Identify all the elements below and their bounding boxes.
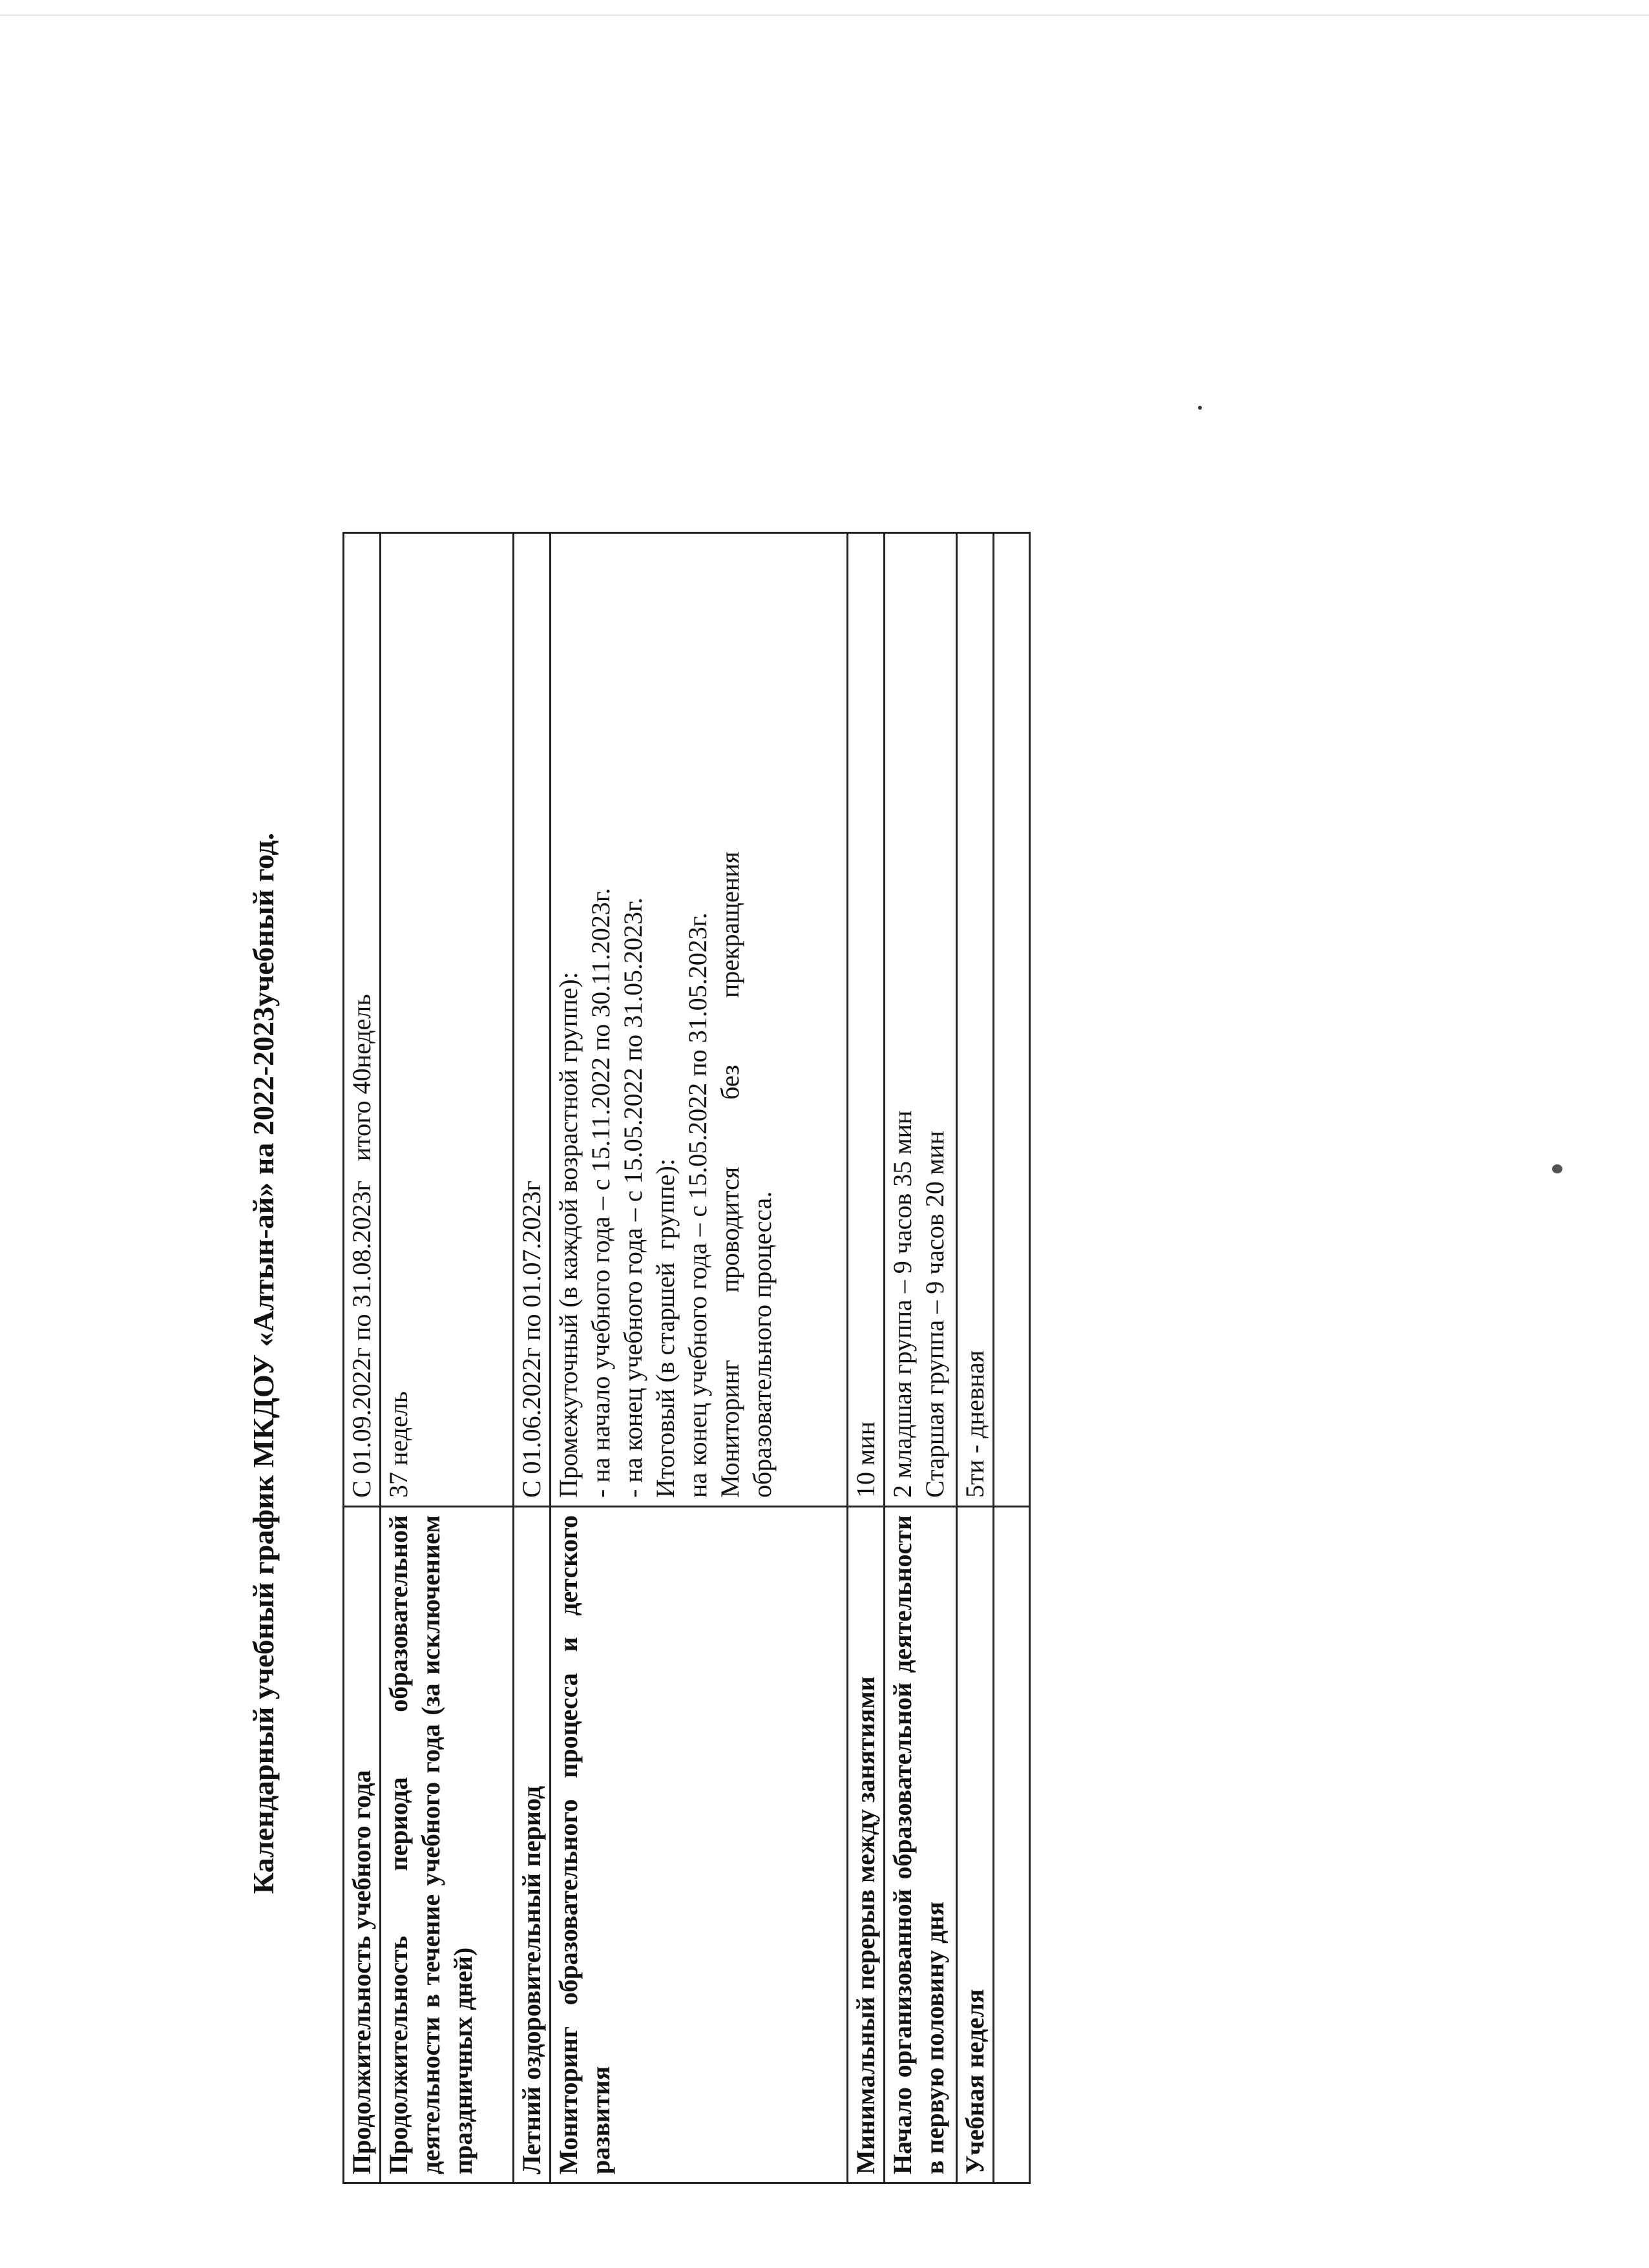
value-line: - на начало учебного года – с 15.11.2022 по 30.11.2023г. xyxy=(586,888,615,1498)
scan-edge-line xyxy=(0,14,1649,16)
value-line: 2 младшая группа – 9 часов 35 мин xyxy=(888,1110,917,1498)
row-label: Мониторинг образовательного процесса и детского развития xyxy=(551,1507,848,2183)
row-value xyxy=(994,533,1030,1507)
scan-speck xyxy=(1552,1164,1562,1173)
row-label: Летний оздоровительный период xyxy=(514,1507,551,2183)
row-value xyxy=(957,533,994,1507)
table-row xyxy=(344,533,381,2183)
table-row xyxy=(551,533,848,2183)
scan-speck xyxy=(1198,406,1202,410)
table-row xyxy=(994,533,1030,2183)
schedule-table xyxy=(342,532,1031,2184)
value-line: 5ти - дневная xyxy=(960,1350,989,1498)
table-row xyxy=(885,533,957,2183)
row-value xyxy=(848,533,885,1507)
value-line: Итоговый (в старшей группе): xyxy=(651,1159,680,1498)
value-line: Старшая группа – 9 часов 20 мин xyxy=(920,1131,949,1498)
table-row xyxy=(381,533,514,2183)
row-value xyxy=(514,533,551,1507)
row-value xyxy=(381,533,514,1507)
value-line: С 01.09.2022г по 31.08.2023г итого 40недель xyxy=(347,994,376,1498)
row-value xyxy=(344,533,381,1507)
value-line: 37 недель xyxy=(384,1391,413,1498)
row-value xyxy=(885,533,957,1507)
row-label xyxy=(994,1507,1030,2183)
value-line: 10 мин xyxy=(851,1421,880,1498)
row-label: Учебная неделя xyxy=(957,1507,994,2183)
row-value xyxy=(551,533,848,1507)
value-line: Промежуточный (в каждой возрастной группе): xyxy=(554,972,583,1498)
row-label: Продолжительность периода образовательной деятельности в течение учебного года (за исключением праздничных дней) xyxy=(381,1507,514,2183)
table-row xyxy=(514,533,551,2183)
document-title: Календарный учебный график МКДОУ «Алтын-ай» на 2022-2023учебный год. xyxy=(247,832,280,1895)
rotated-document xyxy=(239,543,1079,2184)
value-line: на конец учебного года – с 15.05.2022 по 31.05.2023г. xyxy=(683,912,712,1498)
row-label: Продолжительность учебного года xyxy=(344,1507,381,2183)
row-label: Минимальный перерыв между занятиями xyxy=(848,1507,885,2183)
value-line: С 01.06.2022г по 01.07.2023г xyxy=(517,1181,546,1498)
row-label: Начало организованной образовательной деятельности в первую половину дня xyxy=(885,1507,957,2183)
table-row xyxy=(957,533,994,2183)
value-line: - на конец учебного года – с 15.05.2022 по 31.05.2023г. xyxy=(618,898,647,1498)
value-line: Мониторинг проводится без прекращения образовательного процесса. xyxy=(715,852,777,1498)
table-row xyxy=(848,533,885,2183)
